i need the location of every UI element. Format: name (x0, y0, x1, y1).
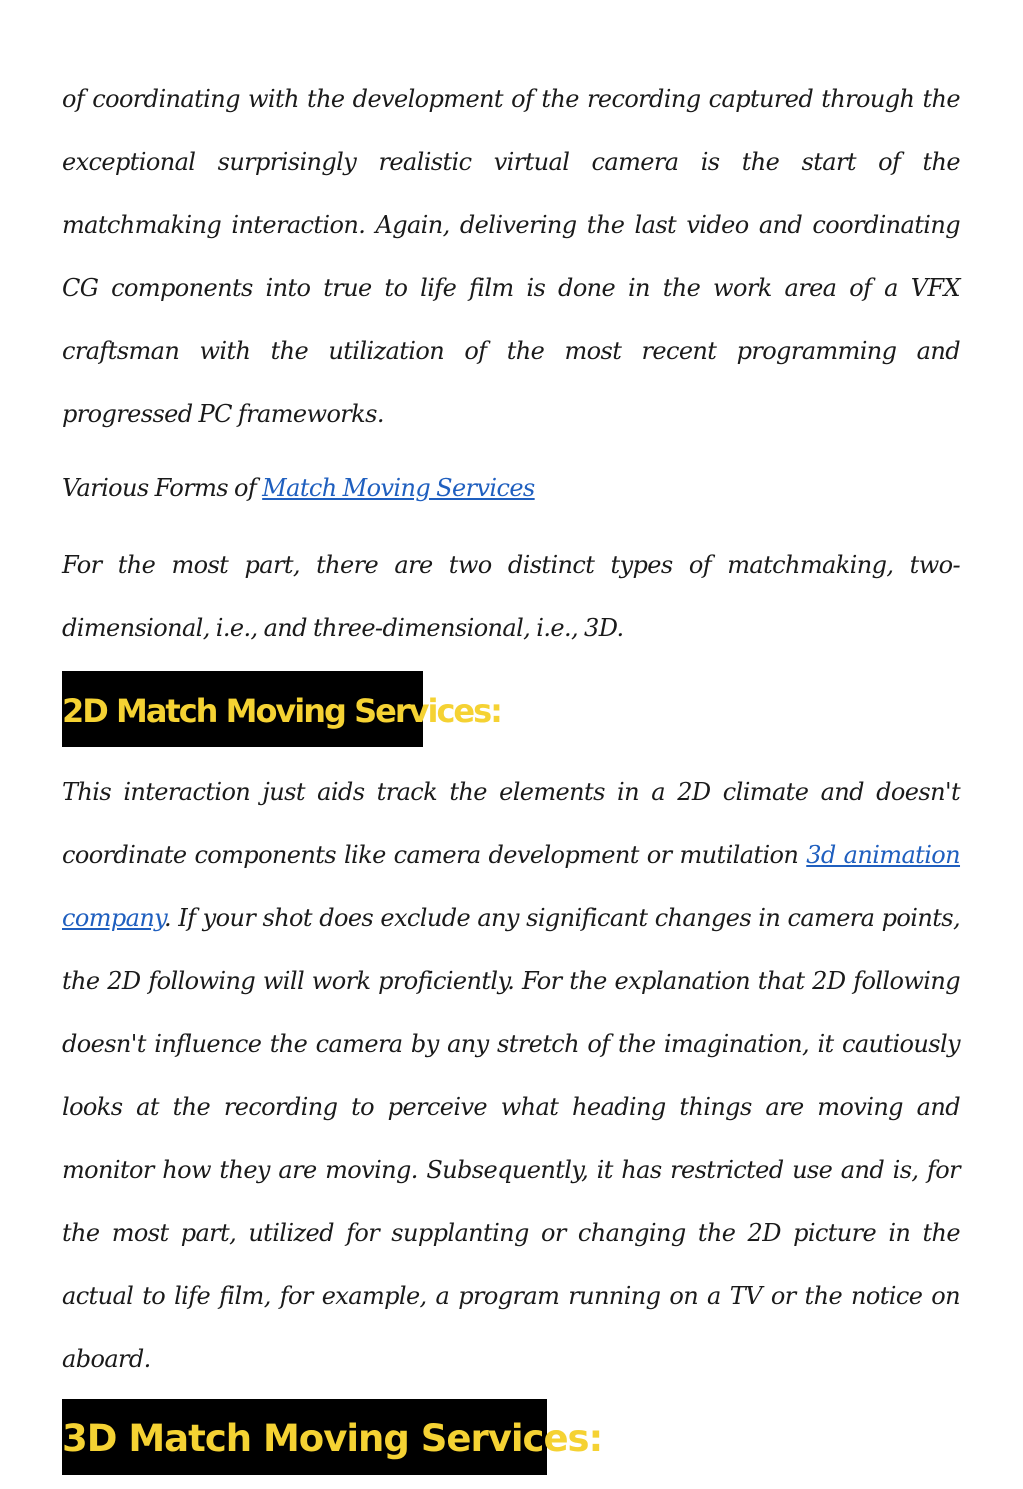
paragraph-2d-description (62, 761, 960, 1391)
paragraph-2d-text-part2: . If your shot does exclude any significant changes in camera points, the 2D following will work proficiently. For the explanation that 2D following doesn't influence the camera by any stretch of the imagination, it cautiously looks at the recording to perceive what heading things are moving and monitor how they are moving. Subsequently, it has restricted use and is, for the most part, utilized for supplanting or changing the 2D picture in the actual to life film, for example, a program running on a TV or the notice on aboard. (62, 904, 960, 1373)
heading-3d-match-moving: 3D Match Moving Services: (62, 1399, 547, 1475)
document-content (62, 68, 960, 1489)
paragraph-intro: of coordinating with the development of the recording captured through the exceptional surprisingly realistic virtual camera is the start of the matchmaking interaction. Again, delivering the last video and coordinating CG components into true to life film is done in the work area of a VFX craftsman with the utilization of the most recent programming and progressed PC frameworks. (62, 85, 960, 428)
paragraph-2d-text-part1: This interaction just aids track the elements in a 2D climate and doesn't coordinate components like camera development or mutilation (62, 778, 960, 869)
heading-3d-wrapper (62, 1399, 960, 1475)
heading-2d-match-moving: 2D Match Moving Services: (62, 671, 423, 747)
match-moving-services-link[interactable]: Match Moving Services (262, 474, 535, 502)
paragraph-various-forms (62, 457, 960, 520)
various-forms-text: Various Forms of (62, 474, 263, 502)
3d-animation-company-link[interactable]: 3d animation company (62, 841, 961, 932)
heading-2d-wrapper (62, 671, 960, 747)
paragraph-types: For the most part, there are two distinct types of matchmaking, two-dimensional, i.e., and three-dimensional, i.e., 3D. (62, 551, 960, 642)
